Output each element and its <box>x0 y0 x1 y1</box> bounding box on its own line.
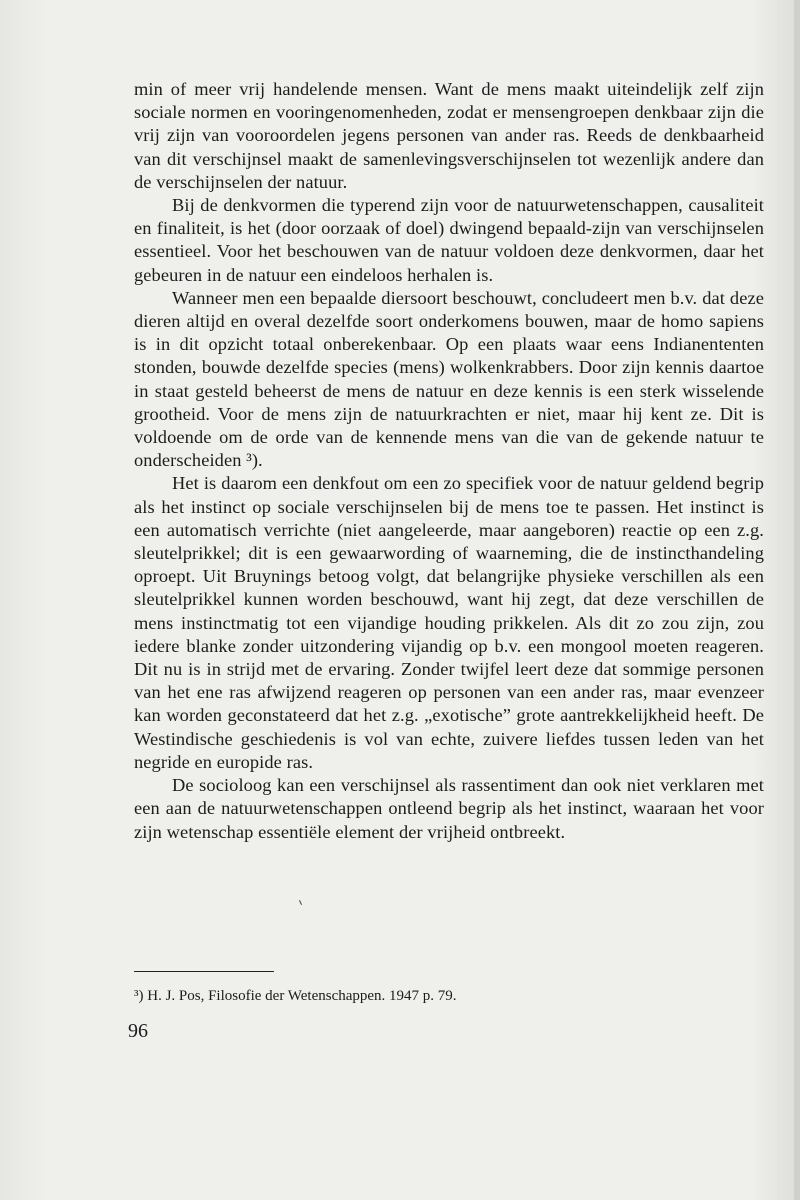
body-text <box>134 78 764 844</box>
page-edge-shadow <box>794 0 800 1200</box>
footnote-divider <box>134 971 274 972</box>
paragraph: Het is daarom een denkfout om een zo specifiek voor de natuur geldend begrip als het instinct op sociale verschijnselen bij de mens toe te passen. Het instinct is een automatisch verrichte (niet aangeleerde, maar aangeboren) reactie op een z.g. sleutelprikkel; dit is een gewaarwording of waarneming, die de instincthandeling oproept. Uit Bruynings betoog volgt, dat belangrijke physieke verschillen als een sleutelprikkel kunnen worden beschouwd, want hij zegt, dat deze verschillen de mens instinctmatig tot een vijandige houding prikkelen. Als dit zo zou zijn, zou iedere blanke zonder uitzondering vijandig op b.v. een mongool moeten reageren. Dit nu is in strijd met de ervaring. Zonder twijfel leert deze dat sommige personen van het ene ras afwijzend reageren op personen van een ander ras, maar evenzeer kan worden geconstateerd dat het z.g. „exotische” grote aantrekkelijkheid heeft. De Westindische geschiedenis is vol van echte, zuivere liefdes tussen leden van het negride en europide ras. <box>134 473 764 772</box>
paragraph: Wanneer men een bepaalde diersoort beschouwt, concludeert men b.v. dat deze dieren altijd en overal dezelfde soort onderkomens bouwen, maar de homo sapiens is in dit opzicht totaal onberekenbaar. Op een plaats waar eens Indianententen stonden, bouwde dezelfde species (mens) wolkenkrabbers. Door zijn kennis daartoe in staat gesteld beheerst de mens de natuur en deze kennis is een sterk wisselende grootheid. Voor de mens zijn de natuurkrachten er niet, maar hij kent ze. Dit is voldoende om de orde van de kennende mens van die van de gekende natuur te onderscheiden ³). <box>134 287 764 471</box>
paragraph: min of meer vrij handelende mensen. Want de mens maakt uiteindelijk zelf zijn sociale normen en vooringenomenheden, zodat er mensengroepen denkbaar zijn die vrij zijn van vooroordelen jegens personen van ander ras. Reeds de denkbaarheid van dit verschijnsel maakt de samenlevingsverschijnselen tot wezenlijk andere dan de verschijnselen der natuur. <box>134 79 764 192</box>
print-speck <box>299 900 302 905</box>
paragraph: Bij de denkvormen die typerend zijn voor de natuurwetenschappen, causaliteit en finaliteit, is het (door oorzaak of doel) dwingend bepaald-zijn van verschijnselen essentieel. Voor het beschouwen van de natuur voldoen deze denkvormen, daar het gebeuren in de natuur een eindeloos herhalen is. <box>134 195 764 285</box>
paragraph: De socioloog kan een verschijnsel als rassentiment dan ook niet verklaren met een aan de natuurwetenschappen ontleend begrip als het instinct, waaraan het voor zijn wetenschap essentiële element der vrijheid ontbreekt. <box>134 775 764 842</box>
footnote: ³) H. J. Pos, Filosofie der Wetenschappen. 1947 p. 79. <box>134 988 457 1004</box>
page-number: 96 <box>128 1020 148 1042</box>
